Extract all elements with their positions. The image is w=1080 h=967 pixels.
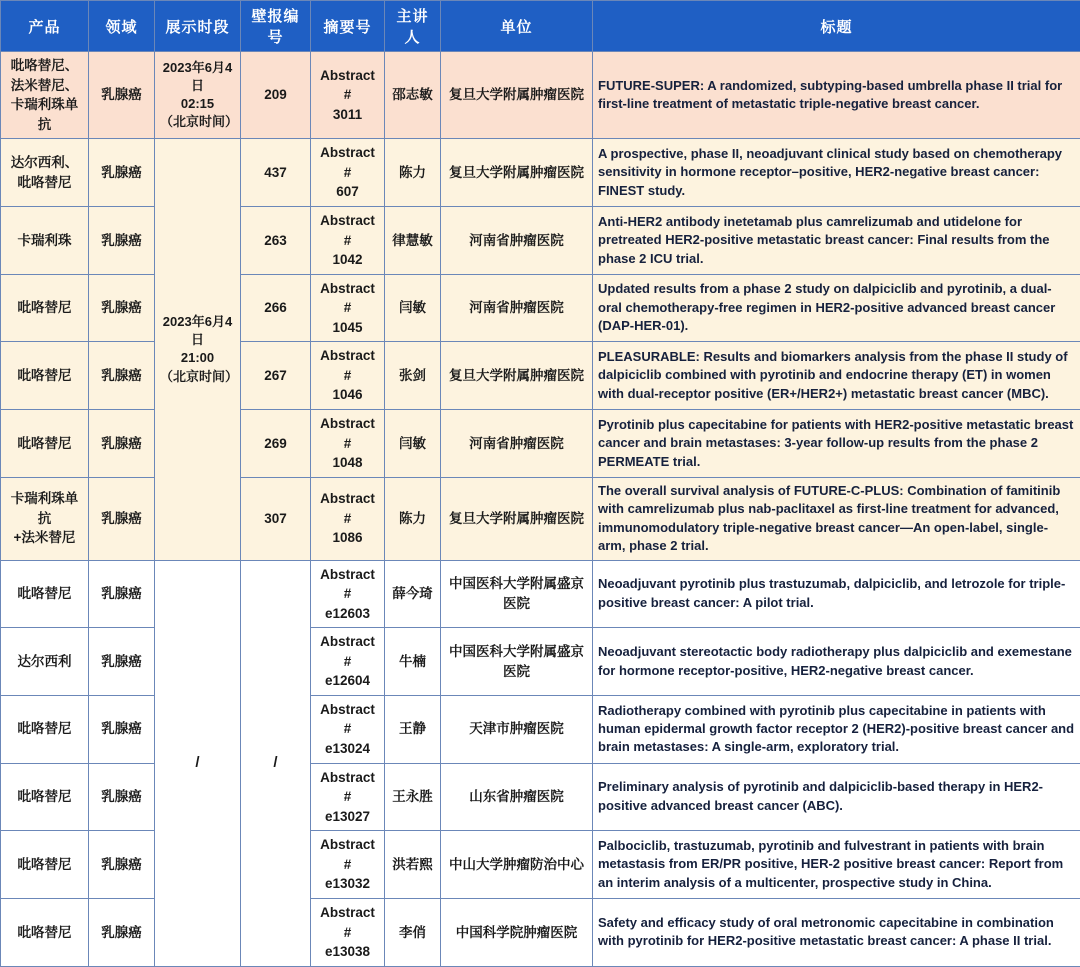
cell-product: 达尔西利 xyxy=(1,628,89,696)
cell-field: 乳腺癌 xyxy=(89,831,155,899)
column-header-product: 产品 xyxy=(1,1,89,52)
cell-speaker: 王静 xyxy=(385,695,441,763)
header-row xyxy=(1,1,1080,52)
table-body xyxy=(1,52,1080,967)
cell-speaker: 张剑 xyxy=(385,342,441,410)
cell-field: 乳腺癌 xyxy=(89,342,155,410)
cell-time: / xyxy=(155,560,241,966)
column-header-organization: 单位 xyxy=(441,1,593,52)
cell-title: Preliminary analysis of pyrotinib and dalpiciclib-based therapy in HER2-positive advanced breast cancer (ABC). xyxy=(593,763,1080,831)
cell-organization: 天津市肿瘤医院 xyxy=(441,695,593,763)
cell-product: 吡咯替尼 xyxy=(1,560,89,628)
cell-poster-no: 209 xyxy=(241,52,311,139)
cell-speaker: 律慧敏 xyxy=(385,206,441,274)
cell-title: Neoadjuvant pyrotinib plus trastuzumab, dalpiciclib, and letrozole for triple-positive breast cancer: A pilot trial. xyxy=(593,560,1080,628)
column-header-title: 标题 xyxy=(593,1,1080,52)
cell-organization: 河南省肿瘤医院 xyxy=(441,206,593,274)
column-header-field: 领域 xyxy=(89,1,155,52)
cell-field: 乳腺癌 xyxy=(89,410,155,478)
cell-abstract-no: Abstract # 1086 xyxy=(311,477,385,560)
cell-field: 乳腺癌 xyxy=(89,763,155,831)
cell-speaker: 牛楠 xyxy=(385,628,441,696)
cell-organization: 山东省肿瘤医院 xyxy=(441,763,593,831)
cell-field: 乳腺癌 xyxy=(89,477,155,560)
cell-title: Updated results from a phase 2 study on dalpiciclib and pyrotinib, a dual-oral chemotherapy-free regimen in HER2-positive advanced breast cancer (DAP-HER-01). xyxy=(593,274,1080,342)
cell-poster-no: 437 xyxy=(241,139,311,207)
cell-field: 乳腺癌 xyxy=(89,52,155,139)
cell-abstract-no: Abstract # 1042 xyxy=(311,206,385,274)
cell-abstract-no: Abstract # e13032 xyxy=(311,831,385,899)
cell-abstract-no: Abstract # 1048 xyxy=(311,410,385,478)
cell-speaker: 闫敏 xyxy=(385,274,441,342)
table-header xyxy=(1,1,1080,52)
cell-organization: 复旦大学附属肿瘤医院 xyxy=(441,139,593,207)
column-header-poster-no: 壁报编号 xyxy=(241,1,311,52)
cell-field: 乳腺癌 xyxy=(89,139,155,207)
cell-title: A prospective, phase II, neoadjuvant clinical study based on chemotherapy sensitivity in hormone receptor–positive, HER2-negative breast cancer: FINEST study. xyxy=(593,139,1080,207)
table-row xyxy=(1,52,1080,139)
cell-organization: 河南省肿瘤医院 xyxy=(441,274,593,342)
cell-title: Pyrotinib plus capecitabine for patients with HER2-positive metastatic breast cancer and brain metastases: 3-year follow-up results from the phase 2 PERMEATE trial. xyxy=(593,410,1080,478)
cell-product: 吡咯替尼 xyxy=(1,410,89,478)
cell-title: Anti-HER2 antibody inetetamab plus camrelizumab and utidelone for pretreated HER2-positive metastatic breast cancer: Final results from the phase 2 ICU trial. xyxy=(593,206,1080,274)
cell-field: 乳腺癌 xyxy=(89,628,155,696)
cell-speaker: 陈力 xyxy=(385,477,441,560)
cell-organization: 中国医科大学附属盛京医院 xyxy=(441,628,593,696)
cell-product: 吡咯替尼 xyxy=(1,342,89,410)
cell-title: Radiotherapy combined with pyrotinib plus capecitabine in patients with human epidermal growth factor receptor 2 (HER2)-positive breast cancer and brain metastases: A single-arm, exploratory trial. xyxy=(593,695,1080,763)
cell-product: 吡咯替尼 xyxy=(1,274,89,342)
cell-field: 乳腺癌 xyxy=(89,560,155,628)
cell-field: 乳腺癌 xyxy=(89,898,155,966)
cell-speaker: 王永胜 xyxy=(385,763,441,831)
cell-product: 吡咯替尼 xyxy=(1,695,89,763)
cell-speaker: 洪若熙 xyxy=(385,831,441,899)
cell-organization: 复旦大学附属肿瘤医院 xyxy=(441,342,593,410)
cell-abstract-no: Abstract # e12603 xyxy=(311,560,385,628)
cell-poster-no: 263 xyxy=(241,206,311,274)
table-row xyxy=(1,560,1080,628)
cell-organization: 中国科学院肿瘤医院 xyxy=(441,898,593,966)
cell-speaker: 闫敏 xyxy=(385,410,441,478)
cell-title: Palbociclib, trastuzumab, pyrotinib and fulvestrant in patients with brain metastasis from ER/PR positive, HER-2 positive breast cancer: Report from an interim analysis of a multicenter, prospective study in China. xyxy=(593,831,1080,899)
cell-organization: 河南省肿瘤医院 xyxy=(441,410,593,478)
cell-time: 2023年6月4日 02:15 （北京时间） xyxy=(155,52,241,139)
cell-title: The overall survival analysis of FUTURE-C-PLUS: Combination of famitinib with camrelizumab plus nab-paclitaxel as first-line treatment for advanced, immunomodulatory triple-negative breast cancer—An open-label, single-arm, phase 2 trial. xyxy=(593,477,1080,560)
cell-poster-no: 307 xyxy=(241,477,311,560)
cell-title: PLEASURABLE: Results and biomarkers analysis from the phase II study of dalpiciclib combined with pyrotinib and endocrine therapy (ET) in women with dual-receptor positive (ER+/HER2+) metastatic breast cancer (MBC). xyxy=(593,342,1080,410)
cell-product: 吡咯替尼 xyxy=(1,898,89,966)
cell-abstract-no: Abstract # 1046 xyxy=(311,342,385,410)
cell-product: 卡瑞利珠 xyxy=(1,206,89,274)
cell-field: 乳腺癌 xyxy=(89,206,155,274)
cell-poster-no: 267 xyxy=(241,342,311,410)
cell-abstract-no: Abstract # 3011 xyxy=(311,52,385,139)
cell-abstract-no: Abstract # e13024 xyxy=(311,695,385,763)
cell-product: 吡咯替尼 xyxy=(1,763,89,831)
cell-field: 乳腺癌 xyxy=(89,695,155,763)
cell-product: 达尔西利、 吡咯替尼 xyxy=(1,139,89,207)
cell-product: 吡咯替尼、 法米替尼、 卡瑞利珠单抗 xyxy=(1,52,89,139)
cell-organization: 复旦大学附属肿瘤医院 xyxy=(441,52,593,139)
cell-speaker: 邵志敏 xyxy=(385,52,441,139)
cell-product: 卡瑞利珠单抗 +法米替尼 xyxy=(1,477,89,560)
cell-title: Neoadjuvant stereotactic body radiotherapy plus dalpiciclib and exemestane for hormone receptor-positive, HER2-negative breast cancer. xyxy=(593,628,1080,696)
cell-speaker: 薛今琦 xyxy=(385,560,441,628)
cell-abstract-no: Abstract # e13027 xyxy=(311,763,385,831)
cell-organization: 复旦大学附属肿瘤医院 xyxy=(441,477,593,560)
cell-title: Safety and efficacy study of oral metronomic capecitabine in combination with pyrotinib for HER2-positive metastatic breast cancer: A phase II trial. xyxy=(593,898,1080,966)
cell-abstract-no: Abstract # e13038 xyxy=(311,898,385,966)
cell-poster-no: / xyxy=(241,560,311,966)
column-header-abstract-no: 摘要号 xyxy=(311,1,385,52)
column-header-speaker: 主讲人 xyxy=(385,1,441,52)
cell-title: FUTURE-SUPER: A randomized, subtyping-based umbrella phase II trial for first-line treatment of metastatic triple-negative breast cancer. xyxy=(593,52,1080,139)
cell-time: 2023年6月4日 21:00 （北京时间） xyxy=(155,139,241,560)
cell-abstract-no: Abstract # 607 xyxy=(311,139,385,207)
cell-speaker: 陈力 xyxy=(385,139,441,207)
cell-abstract-no: Abstract # e12604 xyxy=(311,628,385,696)
cell-abstract-no: Abstract # 1045 xyxy=(311,274,385,342)
table-row xyxy=(1,139,1080,207)
cell-product: 吡咯替尼 xyxy=(1,831,89,899)
cell-organization: 中山大学肿瘤防治中心 xyxy=(441,831,593,899)
column-header-time: 展示时段 xyxy=(155,1,241,52)
cell-poster-no: 269 xyxy=(241,410,311,478)
cell-field: 乳腺癌 xyxy=(89,274,155,342)
cell-poster-no: 266 xyxy=(241,274,311,342)
cell-speaker: 李俏 xyxy=(385,898,441,966)
cell-organization: 中国医科大学附属盛京医院 xyxy=(441,560,593,628)
